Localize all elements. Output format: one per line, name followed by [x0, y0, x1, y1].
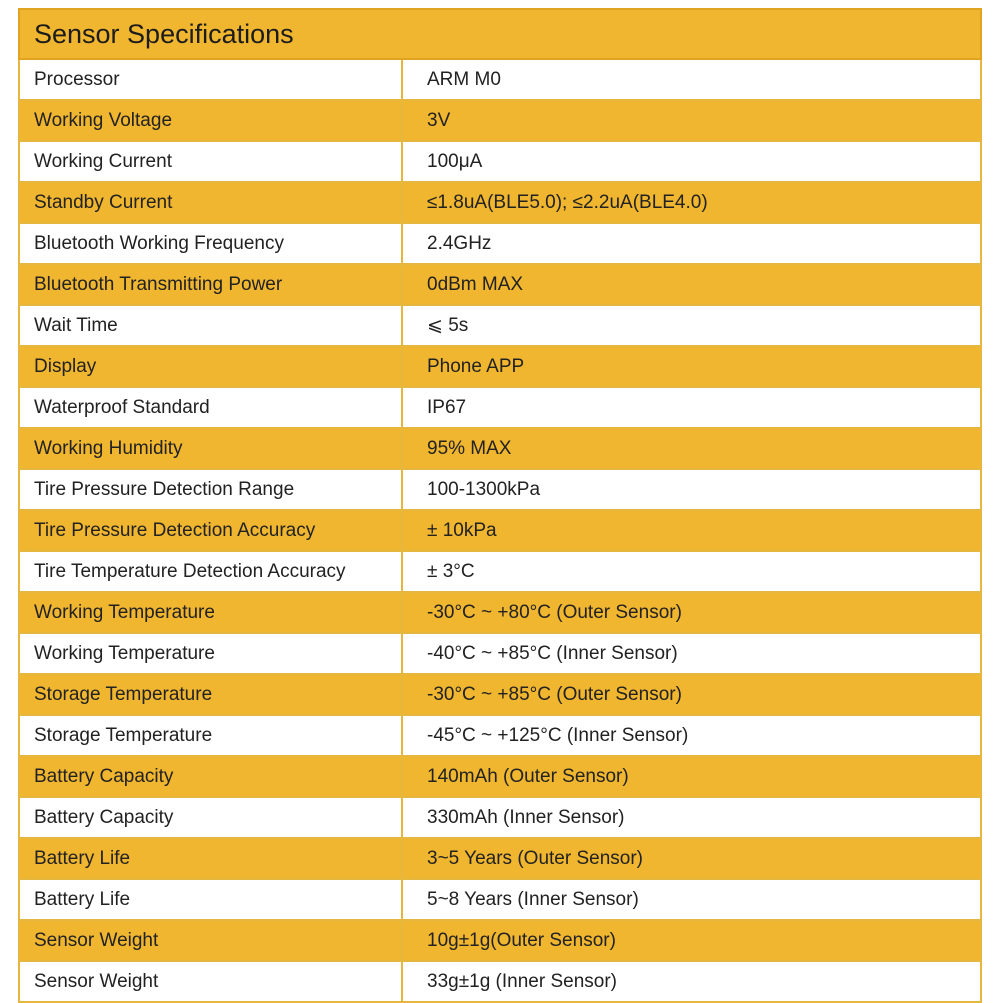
spec-label: Working Temperature	[19, 592, 402, 633]
spec-value: ± 3°C	[402, 551, 981, 592]
spec-value: 140mAh (Outer Sensor)	[402, 756, 981, 797]
spec-value: IP67	[402, 387, 981, 428]
spec-value: 330mAh (Inner Sensor)	[402, 797, 981, 838]
table-row	[19, 387, 981, 428]
spec-label: Sensor Weight	[19, 920, 402, 961]
table-row	[19, 674, 981, 715]
table-row	[19, 797, 981, 838]
table-title: Sensor Specifications	[19, 9, 981, 59]
spec-label: Waterproof Standard	[19, 387, 402, 428]
table-row	[19, 428, 981, 469]
spec-value: 5~8 Years (Inner Sensor)	[402, 879, 981, 920]
spec-label: Standby Current	[19, 182, 402, 223]
spec-label: Working Voltage	[19, 100, 402, 141]
spec-label: Bluetooth Working Frequency	[19, 223, 402, 264]
spec-value: ARM M0	[402, 59, 981, 100]
spec-label: Bluetooth Transmitting Power	[19, 264, 402, 305]
spec-label: Storage Temperature	[19, 674, 402, 715]
spec-label: Display	[19, 346, 402, 387]
table-row	[19, 756, 981, 797]
spec-label: Working Humidity	[19, 428, 402, 469]
table-row	[19, 510, 981, 551]
spec-label: Storage Temperature	[19, 715, 402, 756]
table-header-row	[19, 9, 981, 59]
spec-value: -45°C ~ +125°C (Inner Sensor)	[402, 715, 981, 756]
spec-value: 100-1300kPa	[402, 469, 981, 510]
spec-label: Tire Pressure Detection Accuracy	[19, 510, 402, 551]
spec-value: ≤1.8uA(BLE5.0); ≤2.2uA(BLE4.0)	[402, 182, 981, 223]
spec-value: -30°C ~ +80°C (Outer Sensor)	[402, 592, 981, 633]
table-row	[19, 223, 981, 264]
table-body	[19, 59, 981, 1002]
spec-value: 2.4GHz	[402, 223, 981, 264]
spec-label: Working Temperature	[19, 633, 402, 674]
spec-label: Battery Capacity	[19, 756, 402, 797]
table-row	[19, 59, 981, 100]
table-row	[19, 346, 981, 387]
spec-value: 3V	[402, 100, 981, 141]
spec-value: Phone APP	[402, 346, 981, 387]
spec-value: 95% MAX	[402, 428, 981, 469]
spec-value: -40°C ~ +85°C (Inner Sensor)	[402, 633, 981, 674]
table-row	[19, 838, 981, 879]
spec-value: 3~5 Years (Outer Sensor)	[402, 838, 981, 879]
spec-label: Wait Time	[19, 305, 402, 346]
spec-label: Sensor Weight	[19, 961, 402, 1002]
spec-label: Battery Capacity	[19, 797, 402, 838]
table-row	[19, 879, 981, 920]
table-row	[19, 305, 981, 346]
table-row	[19, 961, 981, 1002]
spec-label: Working Current	[19, 141, 402, 182]
spec-value: 0dBm MAX	[402, 264, 981, 305]
spec-value: -30°C ~ +85°C (Outer Sensor)	[402, 674, 981, 715]
table-row	[19, 551, 981, 592]
spec-value: 33g±1g (Inner Sensor)	[402, 961, 981, 1002]
spec-label: Battery Life	[19, 838, 402, 879]
table-row	[19, 100, 981, 141]
table-row	[19, 182, 981, 223]
spec-table	[18, 8, 982, 1003]
table-row	[19, 469, 981, 510]
spec-label: Tire Pressure Detection Range	[19, 469, 402, 510]
table-row	[19, 264, 981, 305]
spec-label: Battery Life	[19, 879, 402, 920]
spec-value: ± 10kPa	[402, 510, 981, 551]
spec-value: 100μA	[402, 141, 981, 182]
spec-label: Tire Temperature Detection Accuracy	[19, 551, 402, 592]
table-row	[19, 715, 981, 756]
table-row	[19, 633, 981, 674]
spec-value: 10g±1g(Outer Sensor)	[402, 920, 981, 961]
spec-label: Processor	[19, 59, 402, 100]
table-row	[19, 592, 981, 633]
table-row	[19, 141, 981, 182]
spec-value: ⩽ 5s	[402, 305, 981, 346]
table-row	[19, 920, 981, 961]
